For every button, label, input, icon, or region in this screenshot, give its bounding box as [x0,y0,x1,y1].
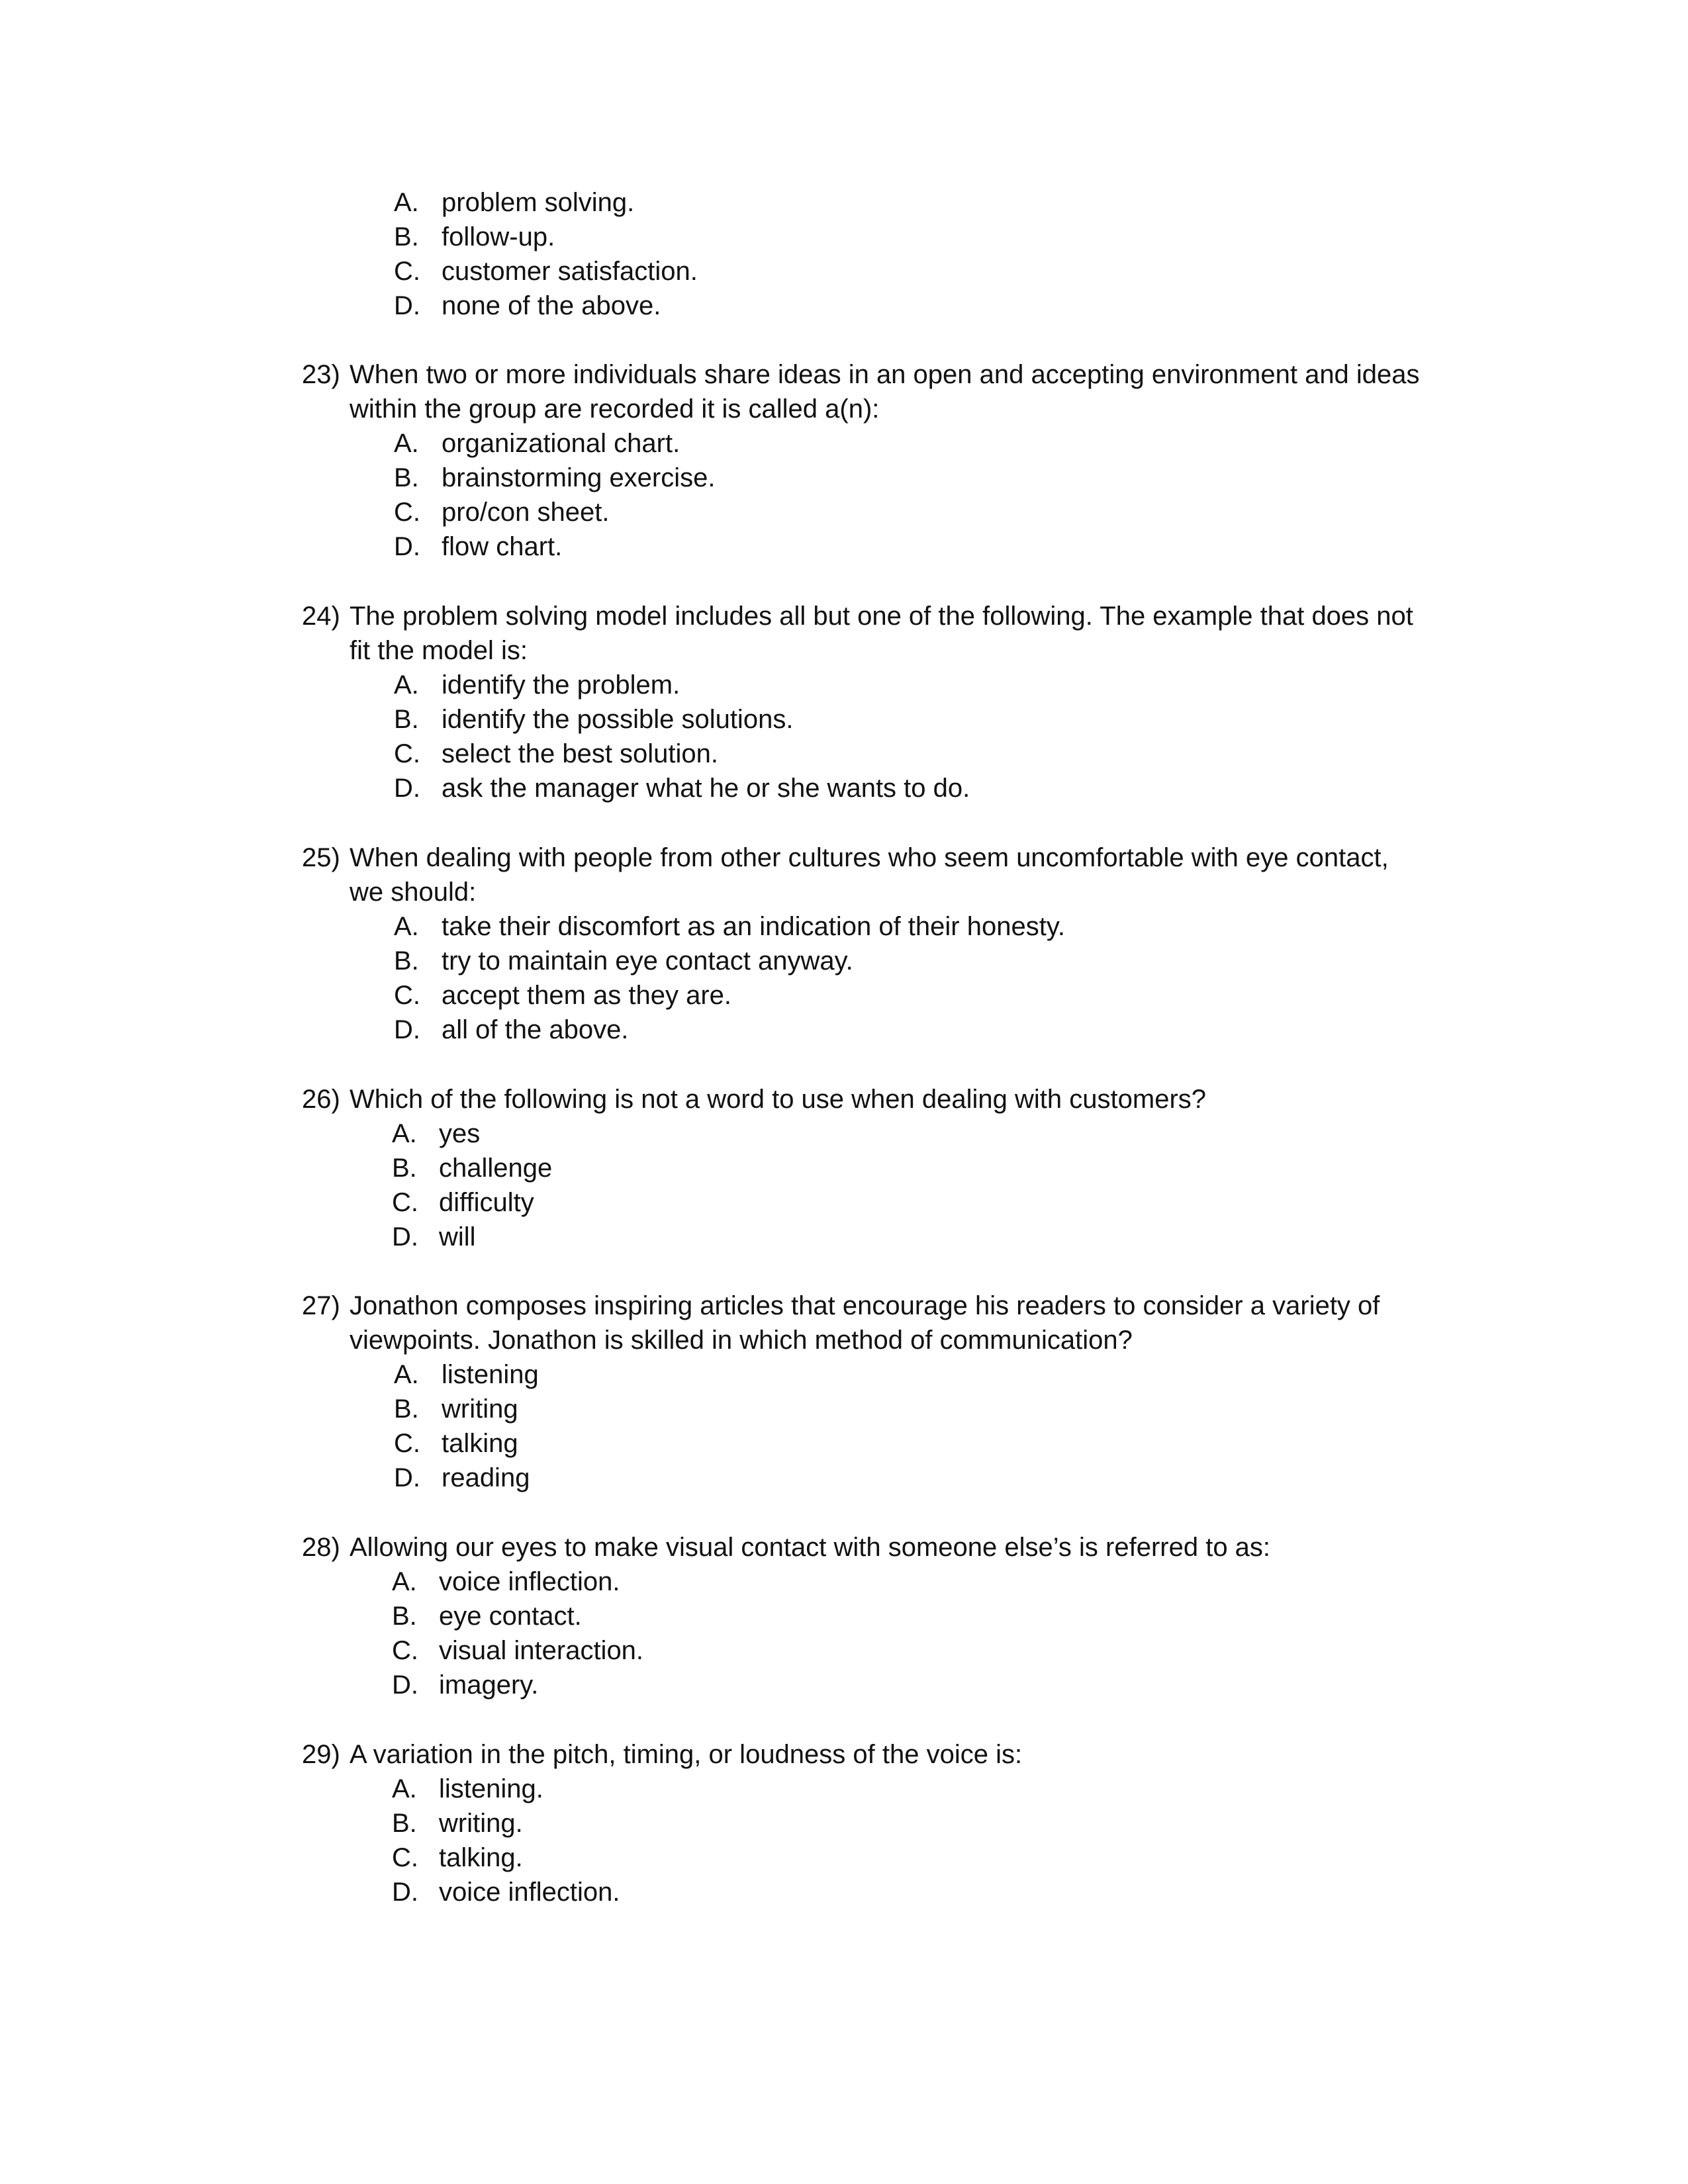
question-text: When dealing with people from other cultures who seem uncomfortable with eye contact, [350,843,1389,872]
option-letter: B. [394,463,419,492]
option-letter: C. [394,739,420,768]
question-number: 28) [302,1533,340,1562]
option-letter: A. [392,1567,417,1596]
option-text: imagery. [439,1670,539,1700]
option-letter: C. [392,1188,418,1217]
option-text: pro/con sheet. [442,498,610,527]
option-letter: A. [392,1119,417,1148]
option-text: voice inflection. [439,1567,620,1596]
option-text: difficulty [439,1188,534,1217]
option-letter: B. [394,705,419,734]
option-letter: B. [392,1809,417,1838]
question-text: we should: [350,878,477,907]
option-letter: C. [392,1843,418,1872]
question-text: fit the model is: [350,636,528,665]
question-text: Which of the following is not a word to use when dealing with customers? [350,1085,1207,1114]
option-text: problem solving. [442,188,635,217]
option-letter: C. [394,981,420,1010]
option-text: flow chart. [442,532,563,561]
option-text: accept them as they are. [442,981,732,1010]
option-letter: A. [394,188,419,217]
option-text: eye contact. [439,1602,582,1631]
question-number: 25) [302,843,340,872]
option-text: yes [439,1119,481,1148]
option-text: ask the manager what he or she wants to do. [442,774,970,803]
option-letter: C. [394,498,420,527]
option-text: listening [442,1360,539,1389]
option-text: organizational chart. [442,429,680,458]
option-letter: D. [394,291,420,320]
option-letter: D. [392,1222,418,1251]
question-text: The problem solving model includes all but one of the following. The example that does not [350,602,1413,631]
option-text: none of the above. [442,291,661,320]
option-text: will [439,1222,476,1251]
option-text: reading [442,1463,530,1492]
option-letter: D. [392,1670,418,1700]
question-number: 24) [302,602,340,631]
option-text: all of the above. [442,1015,629,1044]
option-letter: C. [394,1429,420,1458]
question-text: Allowing our eyes to make visual contact with someone else’s is referred to as: [350,1533,1271,1562]
option-letter: B. [394,222,419,251]
question-text: When two or more individuals share ideas in an open and accepting environment and ideas [350,360,1420,389]
question-number: 29) [302,1740,340,1769]
option-letter: D. [392,1878,418,1907]
option-letter: A. [394,1360,419,1389]
option-text: try to maintain eye contact anyway. [442,946,853,976]
option-letter: D. [394,1015,420,1044]
option-text: brainstorming exercise. [442,463,716,492]
question-text: viewpoints. Jonathon is skilled in which method of communication? [350,1326,1133,1355]
option-letter: C. [392,1636,418,1665]
option-text: challenge [439,1154,553,1183]
option-letter: A. [394,912,419,941]
question-text: Jonathon composes inspiring articles that encourage his readers to consider a variety of [350,1291,1380,1320]
option-text: customer satisfaction. [442,257,698,286]
question-text: A variation in the pitch, timing, or loudness of the voice is: [350,1740,1023,1769]
option-text: identify the possible solutions. [442,705,794,734]
option-letter: D. [394,532,420,561]
option-letter: B. [394,946,419,976]
option-letter: A. [392,1774,417,1803]
option-text: take their discomfort as an indication of their honesty. [442,912,1065,941]
option-text: identify the problem. [442,670,680,700]
option-text: follow-up. [442,222,555,251]
question-number: 26) [302,1085,340,1114]
option-text: talking. [439,1843,523,1872]
option-text: talking [442,1429,518,1458]
option-letter: D. [394,1463,420,1492]
option-text: listening. [439,1774,543,1803]
option-text: select the best solution. [442,739,719,768]
option-letter: A. [394,429,419,458]
question-number: 27) [302,1291,340,1320]
option-letter: A. [394,670,419,700]
option-letter: B. [392,1602,417,1631]
option-letter: B. [392,1154,417,1183]
option-letter: C. [394,257,420,286]
option-letter: D. [394,774,420,803]
option-text: writing. [439,1809,523,1838]
question-number: 23) [302,360,340,389]
option-text: writing [442,1394,518,1424]
option-text: voice inflection. [439,1878,620,1907]
option-text: visual interaction. [439,1636,644,1665]
option-letter: B. [394,1394,419,1424]
question-text: within the group are recorded it is called a(n): [350,394,880,424]
